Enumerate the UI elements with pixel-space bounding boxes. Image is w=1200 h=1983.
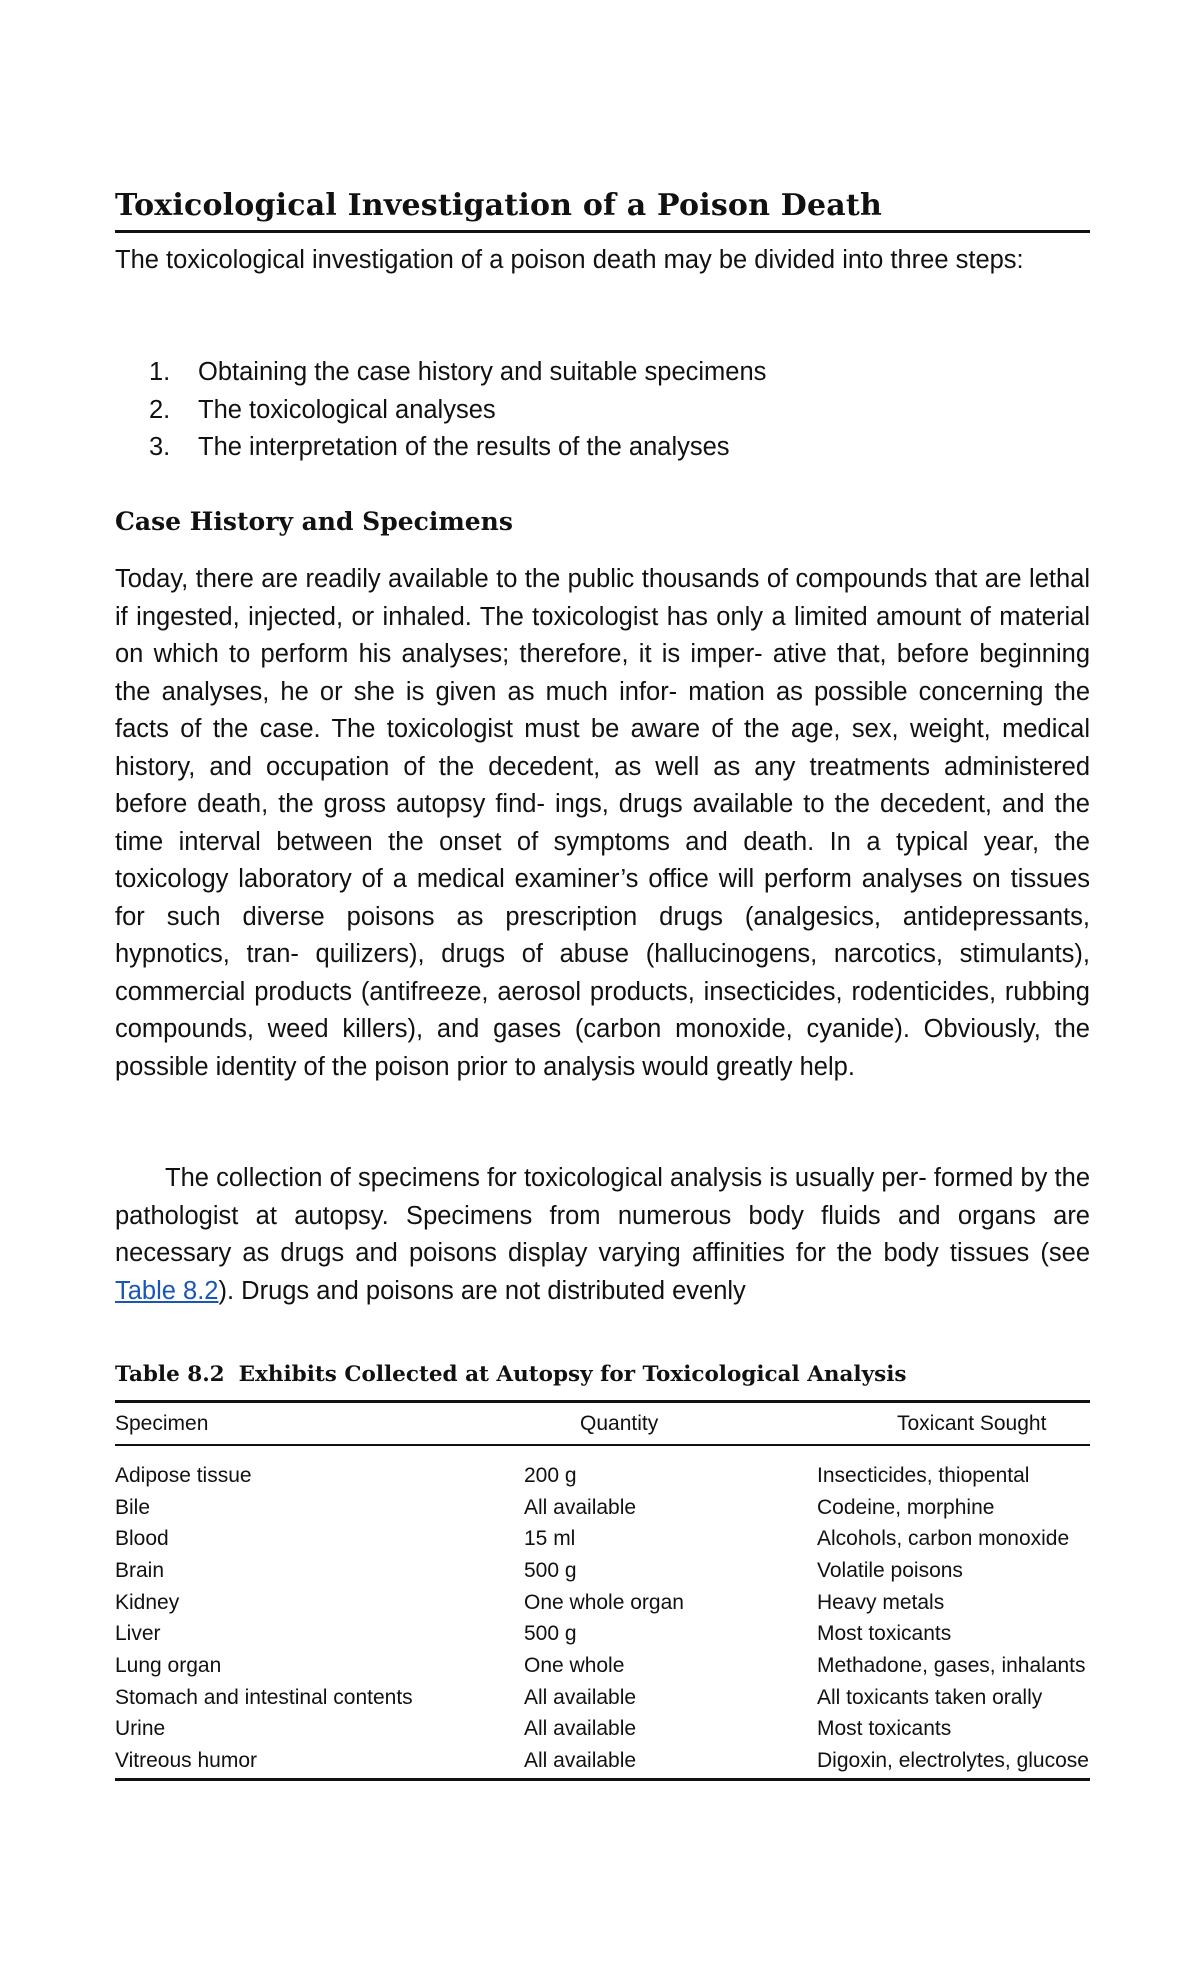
subsection-title: Case History and Specimens <box>115 507 513 536</box>
specimen-cell: Stomach and intestinal contents <box>115 1685 413 1709</box>
quantity-cell: All available <box>524 1495 637 1519</box>
intro-paragraph: The toxicological investigation of a poison death may be divided into three steps: <box>115 246 1024 274</box>
table-row <box>115 1650 1090 1682</box>
list-item-number: 1. <box>149 358 171 386</box>
toxicant-cell: Alcohols, carbon monoxide <box>817 1527 1070 1551</box>
toxicant-cell: Heavy metals <box>817 1590 945 1614</box>
quantity-cell: 500 g <box>524 1622 577 1646</box>
table-header-row <box>115 1404 1090 1444</box>
paragraph-text: ). Drugs and poisons are not distributed evenly <box>218 1276 746 1305</box>
quantity-cell: All available <box>524 1685 637 1709</box>
table-label: Table 8.2 <box>115 1362 225 1387</box>
toxicant-cell: Digoxin, electrolytes, glucose <box>817 1749 1089 1773</box>
table-row <box>115 1745 1090 1777</box>
specimen-cell: Brain <box>115 1558 165 1582</box>
list-item <box>115 354 1090 392</box>
quantity-cell: 15 ml <box>524 1527 576 1551</box>
table-row <box>115 1682 1090 1714</box>
table-caption <box>115 1358 1090 1392</box>
table-top-rule <box>115 1400 1090 1403</box>
list-item-number: 3. <box>149 433 171 461</box>
table-row <box>115 1444 1090 1492</box>
header-specimen: Specimen <box>115 1412 209 1435</box>
quantity-cell: One whole organ <box>524 1590 684 1614</box>
table-bottom-rule <box>115 1778 1090 1781</box>
list-item-text: The toxicological analyses <box>198 395 496 424</box>
table-body <box>115 1444 1090 1777</box>
toxicant-cell: Most toxicants <box>817 1717 952 1741</box>
table-row <box>115 1587 1090 1619</box>
quantity-cell: All available <box>524 1717 637 1741</box>
quantity-cell: 200 g <box>524 1463 577 1487</box>
specimen-cell: Liver <box>115 1622 161 1646</box>
specimen-cell: Lung organ <box>115 1653 222 1677</box>
section-title: Toxicological Investigation of a Poison Death <box>115 188 882 223</box>
table-row <box>115 1618 1090 1650</box>
toxicant-cell: Codeine, morphine <box>817 1495 995 1519</box>
list-item-text: Obtaining the case history and suitable specimens <box>198 358 767 386</box>
specimen-cell: Bile <box>115 1495 151 1519</box>
specimen-collection-paragraph <box>115 1160 1090 1310</box>
title-rule <box>115 230 1090 233</box>
exhibits-table <box>115 1404 1090 1777</box>
case-history-paragraph: Today, there are readily available to the public thousands of compounds that are lethal if ingested, injected, or inhaled. The toxicologist has only a limited amount of material on which to perform his analyses; therefore, it is imper- ative that, before beginning the analyses, he or she is given as much infor- mation as possible concerning the facts of the case. The toxicologist must be aware of the age, sex, weight, medical history, and occupation of the decedent, as well as any treatments administered before death, the gross autopsy find- ings, drugs available to the decedent, and the time interval between the onset of symptoms and death. In a typical year, the toxicology laboratory of a medical examiner’s office will perform analyses on tissues for such diverse poisons as prescription drugs (analgesics, antidepressants, hypnotics, tran- quilizers), drugs of abuse (hallucinogens, narcotics, stimulants), commercial products (antifreeze, aerosol products, insecticides, rodenticides, rubbing compounds, weed killers), and gases (carbon monoxide, cyanide). Obviously, the possible identity of the poison prior to analysis would greatly help. <box>115 565 1090 1081</box>
header-quantity: Quantity <box>580 1412 659 1435</box>
specimen-cell: Blood <box>115 1527 169 1551</box>
table-row <box>115 1714 1090 1746</box>
quantity-cell: One whole <box>524 1653 625 1677</box>
specimen-cell: Vitreous humor <box>115 1749 258 1773</box>
table-reference-link[interactable]: Table 8.2 <box>115 1276 219 1305</box>
quantity-cell: All available <box>524 1749 637 1773</box>
list-item <box>115 429 1090 467</box>
toxicant-cell: Insecticides, thiopental <box>817 1463 1030 1487</box>
table-row <box>115 1492 1090 1524</box>
quantity-cell: 500 g <box>524 1558 577 1582</box>
toxicant-cell: Methadone, gases, inhalants <box>817 1653 1086 1677</box>
table-caption-text: Exhibits Collected at Autopsy for Toxicological Analysis <box>238 1362 907 1387</box>
table-row <box>115 1523 1090 1555</box>
toxicant-cell: All toxicants taken orally <box>817 1685 1043 1709</box>
steps-list <box>115 354 1090 467</box>
specimen-cell: Adipose tissue <box>115 1463 252 1487</box>
specimen-cell: Urine <box>115 1717 166 1741</box>
table-row <box>115 1555 1090 1587</box>
header-toxicant: Toxicant Sought <box>897 1412 1047 1435</box>
list-item <box>115 392 1090 430</box>
list-item-number: 2. <box>149 395 171 424</box>
paragraph-text: The collection of specimens for toxicological analysis is usually per- formed by the pathologist at autopsy. Specimens from numerous body fluids and organs are necessary as drugs and poisons display varying affinities for the body tissues (see <box>115 1164 1090 1267</box>
toxicant-cell: Volatile poisons <box>817 1558 963 1582</box>
specimen-cell: Kidney <box>115 1590 180 1614</box>
toxicant-cell: Most toxicants <box>817 1622 952 1646</box>
list-item-text: The interpretation of the results of the analyses <box>198 433 730 461</box>
